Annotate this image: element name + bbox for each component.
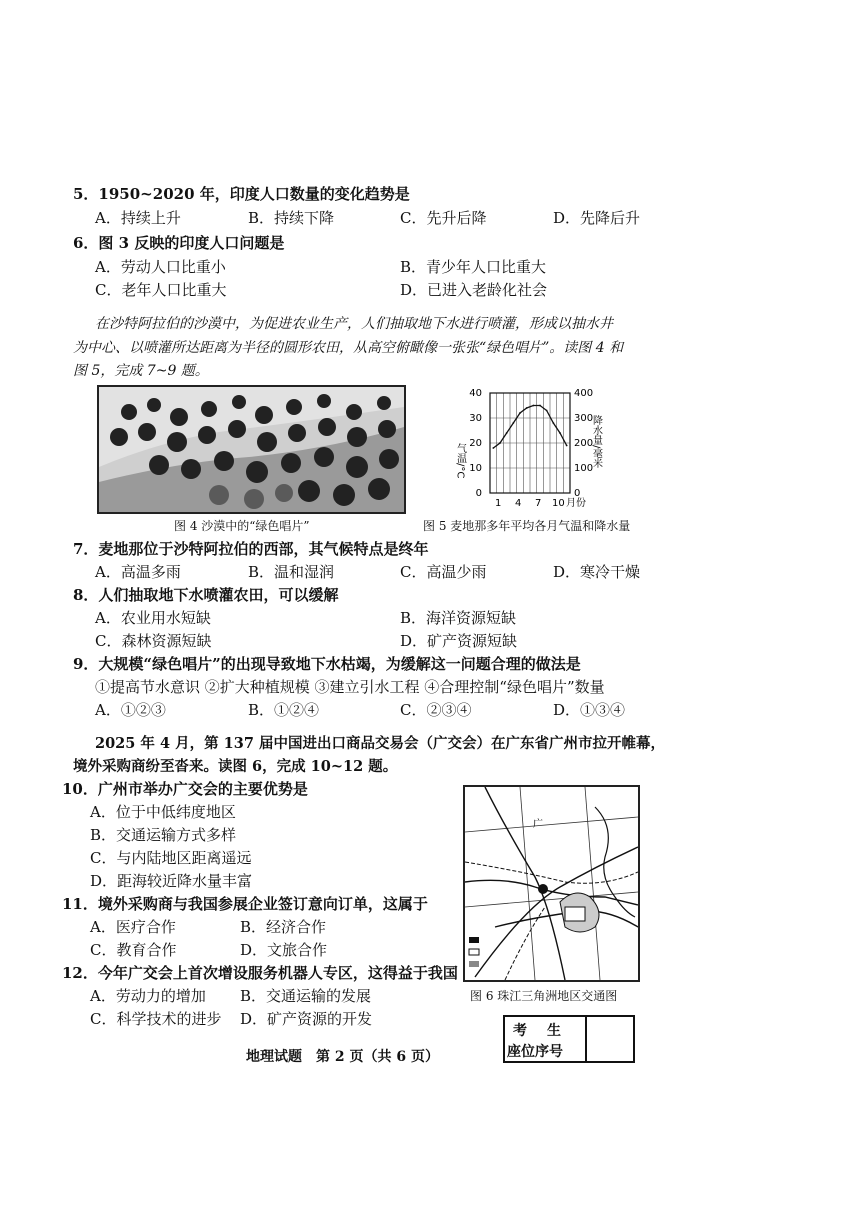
intro-7-9-line3: 图 5，完成 7~9 题。: [73, 363, 209, 379]
q10-stem: 10．广州市举办广交会的主要优势是: [62, 780, 308, 798]
pearl-river-delta-map: [463, 785, 640, 982]
q9-option-b: B．①②④: [248, 701, 320, 719]
x-tick: 1: [495, 498, 502, 509]
intro-7-9-line1: 在沙特阿拉伯的沙漠中，为促进农业生产，人们抽取地下水进行喷灌，形成以抽水井: [95, 316, 613, 332]
fig4-caption: 图 4 沙漠中的“绿色唱片”: [174, 519, 310, 533]
q8-option-d: D．矿产资源短缺: [400, 632, 518, 650]
q5-option-d: D．先降后升: [553, 209, 641, 227]
q7-option-c: C．高温少雨: [400, 563, 487, 581]
right-tick: 200: [574, 438, 594, 449]
climate-chart: [450, 383, 650, 513]
q7-option-a: A．高温多雨: [95, 563, 181, 581]
q6-option-a: A．劳动人口比重小: [95, 258, 226, 276]
q6-option-d: D．已进入老龄化社会: [400, 281, 548, 299]
right-tick: 400: [574, 388, 594, 399]
q9-items: ①提高节水意识 ②扩大种植规模 ③建立引水工程 ④合理控制“绿色唱片”数量: [95, 678, 605, 696]
q11-option-c: C．教育合作: [90, 941, 177, 959]
q10-option-a: A．位于中低纬度地区: [90, 803, 236, 821]
q5-option-a: A．持续上升: [95, 209, 181, 227]
q8-option-b: B．海洋资源短缺: [400, 609, 517, 627]
q9-stem: 9．大规模“绿色唱片”的出现导致地下水枯竭，为缓解这一问题合理的做法是: [73, 655, 581, 673]
x-tick: 7: [535, 498, 542, 509]
intro-10-12-line1: 2025 年 4 月，第 137 届中国进出口商品交易会（广交会）在广东省广州市拉开帷幕，: [95, 735, 665, 752]
left-tick: 40: [469, 388, 482, 399]
q5-option-c: C．先升后降: [400, 209, 487, 227]
q12-option-d: D．矿产资源的开发: [240, 1010, 373, 1028]
q9-option-a: A．①②③: [95, 701, 166, 719]
intro-7-9-line2: 为中心、以喷灌所达距离为半径的圆形农田，从高空俯瞰像一张张“绿色唱片”。读图 4 和: [73, 340, 624, 356]
q9-option-c: C．②③④: [400, 701, 472, 719]
x-tick: 4: [515, 498, 522, 509]
q8-stem: 8．人们抽取地下水喷灌农田，可以缓解: [73, 586, 339, 604]
q9-option-d: D．①③④: [553, 701, 626, 719]
q6-option-b: B．青少年人口比重大: [400, 258, 547, 276]
fig5-caption: 图 5 麦地那多年平均各月气温和降水量: [423, 519, 631, 533]
q5-stem: 5．1950~2020 年，印度人口数量的变化趋势是: [73, 185, 410, 203]
page-footer: 地理试题 第 2 页（共 6 页）: [246, 1049, 439, 1065]
seat-label-line2: 座位序号: [507, 1044, 563, 1060]
q10-option-c: C．与内陆地区距离遥远: [90, 849, 252, 867]
q7-option-d: D．寒冷干燥: [553, 563, 641, 581]
x-tick: 10: [552, 498, 565, 509]
q11-option-d: D．文旅合作: [240, 941, 328, 959]
q12-option-b: B．交通运输的发展: [240, 987, 372, 1005]
left-axis-label: 气温/°C: [454, 443, 466, 479]
q10-option-d: D．距海较近降水量丰富: [90, 872, 253, 890]
right-tick: 0: [574, 488, 581, 499]
q11-stem: 11．境外采购商与我国参展企业签订意向订单，这属于: [62, 895, 428, 913]
seat-label-cell: [505, 1017, 587, 1061]
right-tick: 100: [574, 463, 594, 474]
left-tick: 0: [475, 488, 482, 499]
q12-stem: 12．今年广交会上首次增设服务机器人专区，这得益于我国: [62, 964, 458, 982]
map-label: 广: [533, 819, 543, 830]
q6-option-c: C．老年人口比重大: [95, 281, 227, 299]
left-tick: 20: [469, 438, 482, 449]
q10-option-b: B．交通运输方式多样: [90, 826, 237, 844]
q5-option-b: B．持续下降: [248, 209, 335, 227]
left-tick: 30: [469, 413, 482, 424]
left-tick: 10: [469, 463, 482, 474]
right-tick: 300: [574, 413, 594, 424]
seat-number-box: [503, 1015, 635, 1063]
green-record-photo: [97, 385, 406, 514]
intro-10-12-line2: 境外采购商纷至沓来。读图 6，完成 10~12 题。: [73, 758, 398, 775]
q11-option-a: A．医疗合作: [90, 918, 176, 936]
q12-option-a: A．劳动力的增加: [90, 987, 206, 1005]
q7-stem: 7．麦地那位于沙特阿拉伯的西部，其气候特点是终年: [73, 540, 429, 558]
q8-option-a: A．农业用水短缺: [95, 609, 211, 627]
right-axis-label: 降水量/毫米: [590, 415, 602, 469]
q8-option-c: C．森林资源短缺: [95, 632, 212, 650]
fig6-caption: 图 6 珠江三角洲地区交通图: [470, 989, 618, 1003]
seat-label-line1: 考生: [513, 1023, 581, 1039]
x-axis-unit: 月份: [566, 498, 586, 509]
q7-option-b: B．温和湿润: [248, 563, 335, 581]
q6-stem: 6．图 3 反映的印度人口问题是: [73, 234, 285, 252]
q11-option-b: B．经济合作: [240, 918, 327, 936]
q12-option-c: C．科学技术的进步: [90, 1010, 222, 1028]
chart-grid: [490, 393, 570, 493]
